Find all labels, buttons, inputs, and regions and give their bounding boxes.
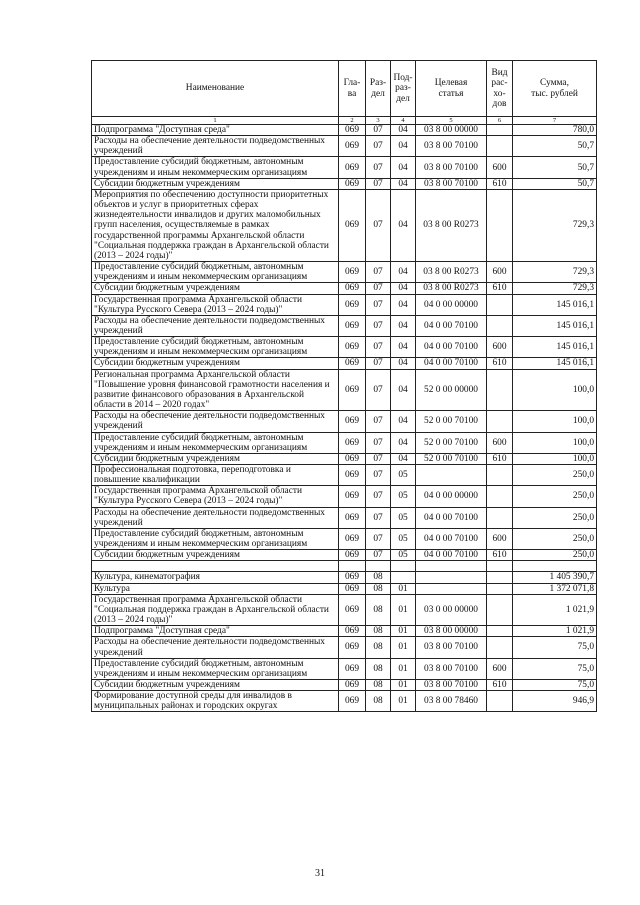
cell-podrazdel: 05 bbox=[391, 550, 416, 561]
cell-razdel: 07 bbox=[366, 315, 391, 336]
cell-glava: 069 bbox=[339, 691, 366, 712]
col-number: 2 bbox=[339, 117, 366, 125]
cell-razdel: 07 bbox=[366, 465, 391, 486]
cell-podrazdel: 01 bbox=[391, 626, 416, 637]
cell-name: Мероприятия по обеспечению доступности приоритетных объектов и услуг в приоритетных сферах жизнедеятельности инвалидов и других маломобильных групп населения, осуществляемые в рамках государственной программы Архангельской области "Социальная поддержка граждан в Архангельской области (2013 – 2024 годы)" bbox=[92, 189, 339, 261]
cell-target: 04 0 00 70100 bbox=[416, 315, 487, 336]
cell-vid: 600 bbox=[487, 432, 513, 453]
cell-podrazdel: 05 bbox=[391, 528, 416, 549]
cell-target: 03 0 00 00000 bbox=[416, 594, 487, 625]
cell-sum: 729,3 bbox=[513, 189, 597, 261]
table-row bbox=[92, 528, 597, 549]
cell-name: Государственная программа Архангельской области "Культура Русского Севера (2013 – 2024 годы)" bbox=[92, 486, 339, 507]
header-sum: Сумма, тыс. рублей bbox=[513, 61, 597, 117]
table-body bbox=[92, 125, 597, 712]
cell-sum: 100,0 bbox=[513, 453, 597, 464]
cell-podrazdel: 04 bbox=[391, 369, 416, 411]
cell-target: 04 0 00 00000 bbox=[416, 294, 487, 315]
cell-name: Субсидии бюджетным учреждениям bbox=[92, 358, 339, 369]
cell-podrazdel: 05 bbox=[391, 486, 416, 507]
table-row bbox=[92, 691, 597, 712]
cell-sum: 250,0 bbox=[513, 486, 597, 507]
cell-sum: 729,3 bbox=[513, 283, 597, 294]
cell-name: Предоставление субсидий бюджетным, автономным учреждениям и иным некоммерческим организациям bbox=[92, 658, 339, 679]
cell-name: Государственная программа Архангельской области "Культура Русского Севера (2013 – 2024 годы)" bbox=[92, 294, 339, 315]
cell-vid: 600 bbox=[487, 337, 513, 358]
cell-sum: 250,0 bbox=[513, 465, 597, 486]
cell-podrazdel: 04 bbox=[391, 453, 416, 464]
cell-glava: 069 bbox=[339, 550, 366, 561]
cell-vid: 610 bbox=[487, 178, 513, 189]
cell-target: 04 0 00 70100 bbox=[416, 528, 487, 549]
cell-sum: 1 021,9 bbox=[513, 594, 597, 625]
cell-glava: 069 bbox=[339, 572, 366, 583]
col-number: 3 bbox=[366, 117, 391, 125]
cell-podrazdel: 04 bbox=[391, 315, 416, 336]
cell-sum: 100,0 bbox=[513, 432, 597, 453]
cell-name: Субсидии бюджетным учреждениям bbox=[92, 178, 339, 189]
cell-glava: 069 bbox=[339, 178, 366, 189]
cell-name: Предоставление субсидий бюджетным, автономным учреждениям и иным некоммерческим организациям bbox=[92, 262, 339, 283]
cell-podrazdel: 01 bbox=[391, 691, 416, 712]
table-row bbox=[92, 658, 597, 679]
cell-vid bbox=[487, 486, 513, 507]
cell-vid: 610 bbox=[487, 283, 513, 294]
cell-podrazdel: 04 bbox=[391, 157, 416, 178]
cell-podrazdel: 04 bbox=[391, 337, 416, 358]
cell-vid bbox=[487, 507, 513, 528]
cell-vid bbox=[487, 369, 513, 411]
table-row bbox=[92, 125, 597, 136]
header-vid: Вид рас- хо- дов bbox=[487, 61, 513, 117]
cell-glava: 069 bbox=[339, 337, 366, 358]
col-number: 7 bbox=[513, 117, 597, 125]
cell-name: Формирование доступной среды для инвалидов в муниципальных районах и городских округах bbox=[92, 691, 339, 712]
cell-razdel: 08 bbox=[366, 572, 391, 583]
cell-podrazdel: 01 bbox=[391, 594, 416, 625]
cell-name: Предоставление субсидий бюджетным, автономным учреждениям и иным некоммерческим организациям bbox=[92, 432, 339, 453]
cell-target: 03 8 00 R0273 bbox=[416, 262, 487, 283]
table-row bbox=[92, 337, 597, 358]
cell-target: 03 8 00 70100 bbox=[416, 637, 487, 658]
cell-name: Расходы на обеспечение деятельности подведомственных учреждений bbox=[92, 637, 339, 658]
cell-target: 03 8 00 00000 bbox=[416, 125, 487, 136]
cell-sum: 780,0 bbox=[513, 125, 597, 136]
cell-target: 03 8 00 00000 bbox=[416, 626, 487, 637]
col-number: 5 bbox=[416, 117, 487, 125]
header-name: Наименование bbox=[92, 61, 339, 117]
cell-podrazdel: 05 bbox=[391, 507, 416, 528]
cell-sum: 50,7 bbox=[513, 157, 597, 178]
cell-sum bbox=[513, 561, 597, 572]
table-row bbox=[92, 262, 597, 283]
cell-name: Предоставление субсидий бюджетным, автономным учреждениям и иным некоммерческим организациям bbox=[92, 157, 339, 178]
cell-sum: 1 021,9 bbox=[513, 626, 597, 637]
cell-razdel: 08 bbox=[366, 691, 391, 712]
cell-razdel: 07 bbox=[366, 453, 391, 464]
cell-target: 03 8 00 70100 bbox=[416, 157, 487, 178]
cell-razdel bbox=[366, 561, 391, 572]
cell-glava: 069 bbox=[339, 262, 366, 283]
cell-target: 52 0 00 00000 bbox=[416, 369, 487, 411]
cell-target: 52 0 00 70100 bbox=[416, 453, 487, 464]
cell-vid: 600 bbox=[487, 157, 513, 178]
cell-razdel: 07 bbox=[366, 337, 391, 358]
cell-glava: 069 bbox=[339, 465, 366, 486]
cell-razdel: 07 bbox=[366, 486, 391, 507]
cell-glava: 069 bbox=[339, 369, 366, 411]
cell-sum: 75,0 bbox=[513, 637, 597, 658]
cell-glava: 069 bbox=[339, 315, 366, 336]
cell-vid: 610 bbox=[487, 358, 513, 369]
header-razdel: Раз- дел bbox=[366, 61, 391, 117]
table-row bbox=[92, 189, 597, 261]
table-row bbox=[92, 369, 597, 411]
cell-razdel: 07 bbox=[366, 125, 391, 136]
table-row bbox=[92, 594, 597, 625]
cell-vid bbox=[487, 315, 513, 336]
cell-razdel: 07 bbox=[366, 369, 391, 411]
cell-sum: 145 016,1 bbox=[513, 315, 597, 336]
cell-vid bbox=[487, 294, 513, 315]
cell-vid: 600 bbox=[487, 658, 513, 679]
cell-target: 03 8 00 70100 bbox=[416, 136, 487, 157]
cell-glava: 069 bbox=[339, 658, 366, 679]
cell-name: Предоставление субсидий бюджетным, автономным учреждениям и иным некоммерческим организациям bbox=[92, 528, 339, 549]
table-row bbox=[92, 283, 597, 294]
cell-name: Субсидии бюджетным учреждениям bbox=[92, 679, 339, 690]
cell-name: Субсидии бюджетным учреждениям bbox=[92, 550, 339, 561]
table-row bbox=[92, 411, 597, 432]
cell-razdel: 07 bbox=[366, 189, 391, 261]
cell-glava: 069 bbox=[339, 125, 366, 136]
cell-vid: 610 bbox=[487, 453, 513, 464]
cell-podrazdel: 01 bbox=[391, 583, 416, 594]
table-row bbox=[92, 157, 597, 178]
cell-vid bbox=[487, 583, 513, 594]
table-row bbox=[92, 583, 597, 594]
cell-sum: 145 016,1 bbox=[513, 358, 597, 369]
table-row bbox=[92, 315, 597, 336]
cell-podrazdel: 04 bbox=[391, 262, 416, 283]
header-target: Целевая статья bbox=[416, 61, 487, 117]
cell-podrazdel: 04 bbox=[391, 294, 416, 315]
cell-sum: 145 016,1 bbox=[513, 337, 597, 358]
cell-vid bbox=[487, 561, 513, 572]
cell-vid bbox=[487, 637, 513, 658]
budget-table bbox=[91, 60, 597, 712]
cell-target bbox=[416, 465, 487, 486]
cell-razdel: 07 bbox=[366, 262, 391, 283]
cell-razdel: 07 bbox=[366, 507, 391, 528]
cell-sum: 100,0 bbox=[513, 411, 597, 432]
cell-glava: 069 bbox=[339, 294, 366, 315]
cell-razdel: 07 bbox=[366, 411, 391, 432]
cell-glava: 069 bbox=[339, 432, 366, 453]
cell-name: Субсидии бюджетным учреждениям bbox=[92, 453, 339, 464]
cell-razdel: 07 bbox=[366, 294, 391, 315]
cell-sum: 50,7 bbox=[513, 136, 597, 157]
cell-glava: 069 bbox=[339, 189, 366, 261]
cell-name: Культура, кинематография bbox=[92, 572, 339, 583]
cell-target: 03 8 00 78460 bbox=[416, 691, 487, 712]
cell-razdel: 08 bbox=[366, 679, 391, 690]
cell-sum: 250,0 bbox=[513, 507, 597, 528]
cell-razdel: 07 bbox=[366, 550, 391, 561]
table-row bbox=[92, 507, 597, 528]
header-glava: Гла- ва bbox=[339, 61, 366, 117]
cell-sum: 100,0 bbox=[513, 369, 597, 411]
cell-podrazdel: 04 bbox=[391, 283, 416, 294]
cell-target: 04 0 00 70100 bbox=[416, 507, 487, 528]
cell-vid bbox=[487, 189, 513, 261]
cell-target bbox=[416, 561, 487, 572]
cell-glava: 069 bbox=[339, 637, 366, 658]
cell-name: Субсидии бюджетным учреждениям bbox=[92, 283, 339, 294]
cell-podrazdel: 04 bbox=[391, 125, 416, 136]
cell-podrazdel bbox=[391, 572, 416, 583]
cell-razdel: 08 bbox=[366, 626, 391, 637]
cell-target: 04 0 00 70100 bbox=[416, 550, 487, 561]
cell-razdel: 07 bbox=[366, 358, 391, 369]
cell-razdel: 07 bbox=[366, 283, 391, 294]
page-number: 31 bbox=[315, 868, 325, 879]
cell-name: Предоставление субсидий бюджетным, автономным учреждениям и иным некоммерческим организациям bbox=[92, 337, 339, 358]
cell-sum: 75,0 bbox=[513, 679, 597, 690]
cell-sum: 1 372 071,8 bbox=[513, 583, 597, 594]
cell-razdel: 07 bbox=[366, 178, 391, 189]
cell-name: Подпрограмма "Доступная среда" bbox=[92, 626, 339, 637]
cell-name: Расходы на обеспечение деятельности подведомственных учреждений bbox=[92, 507, 339, 528]
cell-target: 03 8 00 70100 bbox=[416, 178, 487, 189]
cell-razdel: 08 bbox=[366, 583, 391, 594]
table-row bbox=[92, 294, 597, 315]
cell-name bbox=[92, 561, 339, 572]
cell-podrazdel: 01 bbox=[391, 658, 416, 679]
cell-vid bbox=[487, 691, 513, 712]
cell-vid bbox=[487, 626, 513, 637]
table-row bbox=[92, 561, 597, 572]
column-number-row bbox=[92, 117, 597, 125]
cell-vid bbox=[487, 136, 513, 157]
cell-razdel: 07 bbox=[366, 432, 391, 453]
cell-glava: 069 bbox=[339, 486, 366, 507]
cell-sum: 729,3 bbox=[513, 262, 597, 283]
cell-vid bbox=[487, 411, 513, 432]
cell-name: Подпрограмма "Доступная среда" bbox=[92, 125, 339, 136]
col-number: 1 bbox=[92, 117, 339, 125]
cell-razdel: 07 bbox=[366, 528, 391, 549]
cell-vid: 600 bbox=[487, 262, 513, 283]
cell-podrazdel: 01 bbox=[391, 637, 416, 658]
cell-name: Расходы на обеспечение деятельности подведомственных учреждений bbox=[92, 315, 339, 336]
cell-glava: 069 bbox=[339, 507, 366, 528]
cell-glava: 069 bbox=[339, 283, 366, 294]
table-row bbox=[92, 572, 597, 583]
table-row bbox=[92, 453, 597, 464]
cell-sum: 75,0 bbox=[513, 658, 597, 679]
table-header-row bbox=[92, 61, 597, 117]
cell-podrazdel: 04 bbox=[391, 136, 416, 157]
cell-vid: 610 bbox=[487, 550, 513, 561]
table-row bbox=[92, 136, 597, 157]
cell-vid bbox=[487, 594, 513, 625]
cell-target bbox=[416, 583, 487, 594]
cell-glava: 069 bbox=[339, 679, 366, 690]
cell-podrazdel: 04 bbox=[391, 358, 416, 369]
col-number: 6 bbox=[487, 117, 513, 125]
cell-razdel: 08 bbox=[366, 594, 391, 625]
cell-razdel: 08 bbox=[366, 637, 391, 658]
cell-podrazdel: 01 bbox=[391, 679, 416, 690]
cell-razdel: 08 bbox=[366, 658, 391, 679]
cell-vid bbox=[487, 125, 513, 136]
table-row bbox=[92, 550, 597, 561]
cell-target: 04 0 00 70100 bbox=[416, 337, 487, 358]
table-row bbox=[92, 432, 597, 453]
cell-name: Расходы на обеспечение деятельности подведомственных учреждений bbox=[92, 411, 339, 432]
cell-podrazdel: 04 bbox=[391, 178, 416, 189]
cell-sum: 250,0 bbox=[513, 550, 597, 561]
cell-vid bbox=[487, 572, 513, 583]
cell-target: 04 0 00 00000 bbox=[416, 486, 487, 507]
cell-glava: 069 bbox=[339, 136, 366, 157]
cell-vid: 600 bbox=[487, 528, 513, 549]
cell-sum: 250,0 bbox=[513, 528, 597, 549]
cell-glava: 069 bbox=[339, 157, 366, 178]
table-row bbox=[92, 637, 597, 658]
cell-podrazdel: 04 bbox=[391, 432, 416, 453]
cell-target: 03 8 00 R0273 bbox=[416, 189, 487, 261]
col-number: 4 bbox=[391, 117, 416, 125]
cell-podrazdel: 04 bbox=[391, 411, 416, 432]
cell-name: Расходы на обеспечение деятельности подведомственных учреждений bbox=[92, 136, 339, 157]
cell-glava: 069 bbox=[339, 411, 366, 432]
cell-sum: 145 016,1 bbox=[513, 294, 597, 315]
cell-target: 03 8 00 70100 bbox=[416, 658, 487, 679]
cell-name: Региональная программа Архангельской области "Повышение уровня финансовой грамотности населения и развитие финансового образования в Архангельской области в 2014 – 2020 годах" bbox=[92, 369, 339, 411]
cell-sum: 1 405 390,7 bbox=[513, 572, 597, 583]
cell-glava: 069 bbox=[339, 358, 366, 369]
cell-razdel: 07 bbox=[366, 157, 391, 178]
cell-target bbox=[416, 572, 487, 583]
table-row bbox=[92, 465, 597, 486]
cell-razdel: 07 bbox=[366, 136, 391, 157]
cell-glava: 069 bbox=[339, 583, 366, 594]
cell-target: 52 0 00 70100 bbox=[416, 432, 487, 453]
cell-podrazdel bbox=[391, 561, 416, 572]
table-row bbox=[92, 679, 597, 690]
table-row bbox=[92, 626, 597, 637]
cell-sum: 50,7 bbox=[513, 178, 597, 189]
cell-vid: 610 bbox=[487, 679, 513, 690]
cell-name: Государственная программа Архангельской области "Социальная поддержка граждан в Архангельской области (2013 – 2024 годы)" bbox=[92, 594, 339, 625]
cell-podrazdel: 05 bbox=[391, 465, 416, 486]
cell-glava bbox=[339, 561, 366, 572]
cell-target: 03 8 00 70100 bbox=[416, 679, 487, 690]
table-row bbox=[92, 358, 597, 369]
cell-name: Профессиональная подготовка, переподготовка и повышение квалификации bbox=[92, 465, 339, 486]
cell-target: 03 8 00 R0273 bbox=[416, 283, 487, 294]
header-podrazdel: Под- раз- дел bbox=[391, 61, 416, 117]
cell-name: Культура bbox=[92, 583, 339, 594]
cell-glava: 069 bbox=[339, 626, 366, 637]
cell-vid bbox=[487, 465, 513, 486]
cell-glava: 069 bbox=[339, 528, 366, 549]
cell-sum: 946,9 bbox=[513, 691, 597, 712]
table-row bbox=[92, 486, 597, 507]
cell-target: 52 0 00 70100 bbox=[416, 411, 487, 432]
cell-target: 04 0 00 70100 bbox=[416, 358, 487, 369]
table-row bbox=[92, 178, 597, 189]
cell-podrazdel: 04 bbox=[391, 189, 416, 261]
cell-glava: 069 bbox=[339, 594, 366, 625]
cell-glava: 069 bbox=[339, 453, 366, 464]
